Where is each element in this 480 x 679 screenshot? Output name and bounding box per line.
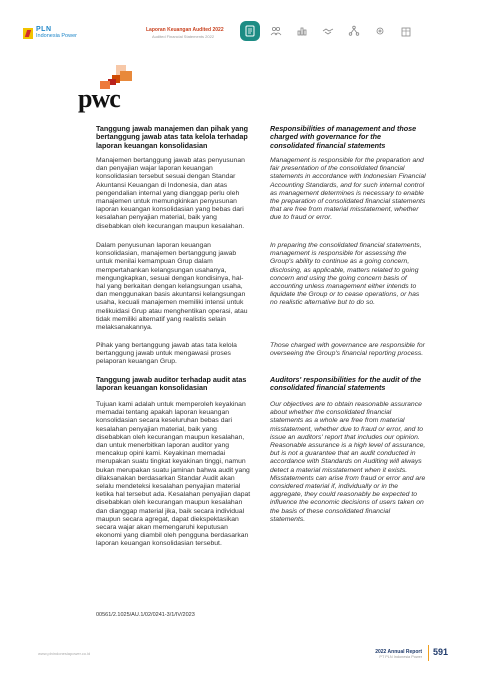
section-2-heading-id: Tanggung jawab auditor terhadap audit atas laporan keuangan konsolidasian bbox=[96, 375, 247, 393]
gear-icon[interactable] bbox=[370, 21, 390, 41]
paragraph-governance-en: Those charged with governance are responsible for overseeing the Group's financial reporting process. bbox=[270, 342, 425, 358]
paragraph-management-responsibility-id: Manajemen bertanggung jawab atas penyusunan dan penyajian wajar laporan keuangan konsolidasian tersebut sesuai dengan Standar Akuntansi Keuangan di Indonesia, dan atas pengendalian internal yang dianggap perlu oleh manajemen untuk memungkinkan penyusunan laporan keuangan konsolidasian yang bebas dari kesalahan penyajian material, baik yang disebabkan oleh kecurangan maupun kesalahan. bbox=[96, 157, 245, 230]
footer-divider bbox=[428, 645, 429, 661]
report-subtitle: Audited Financial Statements 2022 bbox=[152, 34, 215, 39]
pln-logo-icon bbox=[23, 28, 33, 39]
building-icon[interactable] bbox=[396, 21, 416, 41]
section-2-heading-en: Auditors' responsibilities for the audit of the consolidated financial statements bbox=[270, 375, 422, 393]
section-1-heading-en: Responsibilities of management and those charged with governance for the consolidated financial statements bbox=[270, 124, 417, 150]
pwc-block-orange bbox=[120, 71, 132, 81]
page-number: 591 bbox=[433, 647, 449, 657]
company-name: PLN bbox=[36, 26, 52, 33]
chart-icon[interactable] bbox=[292, 21, 312, 41]
document-list-icon[interactable] bbox=[240, 21, 260, 41]
paragraph-management-responsibility-en: Management is responsible for the preparation and fair presentation of the consolidated financial statements in accordance with Indonesian Financial Accounting Standards, and for such internal control as management determines is necessary to enable the preparation of consolidated financial statements that are free from material misstatement, whether due to fraud or error. bbox=[270, 157, 426, 222]
section-1-heading-id: Tanggung jawab manajemen dan pihak yang bertanggung jawab atas tata kelola terhadap laporan keuangan konsolidasian bbox=[96, 124, 249, 150]
document-reference: 00561/2.1025/AU.1/02/0241-3/1/IV/2023 bbox=[96, 612, 195, 618]
paragraph-auditor-objectives-id: Tujuan kami adalah untuk memperoleh keyakinan memadai tentang apakah laporan keuangan konsolidasian secara keseluruhan bebas dari kesalahan penyajian material, baik yang disebabkan oleh kecurangan maupun kesalahan, dan untuk menerbitkan laporan auditor yang mencakup opini kami. Keyakinan memadai merupakan suatu tingkat keyakinan tinggi, namun bukan merupakan suatu jaminan bahwa audit yang dilaksanakan berdasarkan Standar Audit akan selalu mendeteksi kesalahan penyajian material ketika hal tersebut ada. Kesalahan penyajian dapat disebabkan oleh kecurangan maupun kesalahan dan dianggap material jika, baik secara individual maupun secara agregat, dapat diekspektasikan secara wajar akan memengaruhi keputusan ekonomi yang diambil oleh pengguna berdasarkan laporan keuangan konsolidasian tersebut. bbox=[96, 401, 251, 548]
report-title: Laporan Keuangan Audited 2022 bbox=[146, 27, 224, 33]
footer-company: PT PLN Indonesia Power bbox=[379, 655, 422, 659]
pwc-logo-text: pwc bbox=[78, 84, 120, 113]
paragraph-auditor-objectives-en: Our objectives are to obtain reasonable assurance about whether the consolidated financial statements as a whole are free from material misstatement, whether due to fraud or error, and to issue an auditors' report that includes our opinion. Reasonable assurance is a high level of assurance, but is not a guarantee that an audit conducted in accordance with Standards on Auditing will always detect a material misstatement when it exists. Misstatements can arise from fraud or error and are considered material if, individually or in the aggregate, they could reasonably be expected to influence the economic decisions of users taken on the basis of these consolidated financial statements. bbox=[270, 401, 426, 523]
footer-url[interactable]: www.plnindonesiapower.co.id bbox=[38, 651, 91, 656]
paragraph-going-concern-id: Dalam penyusunan laporan keuangan konsolidasian, manajemen bertanggung jawab untuk menilai kemampuan Grup dalam mempertahankan kelangsungan usahanya, mengungkapkan, sesuai dengan kondisinya, hal-hal yang berkaitan dengan kelangsungan usaha, dan menggunakan basis akuntansi kelangsungan usaha, kecuali manajemen memiliki intensi untuk melikuidasi Grup atau menghentikan operasi, atau tidak memiliki alternatif yang realistis selain melaksanakannya. bbox=[96, 242, 248, 332]
handshake-icon[interactable] bbox=[318, 21, 338, 41]
report-header bbox=[0, 0, 480, 40]
section-nav bbox=[240, 20, 422, 42]
people-icon[interactable] bbox=[266, 21, 286, 41]
footer-annual-report: 2022 Annual Report bbox=[375, 649, 422, 655]
network-icon[interactable] bbox=[344, 21, 364, 41]
paragraph-going-concern-en: In preparing the consolidated financial statements, management is responsible for assessing the Group's ability to continue as a going concern, disclosing, as applicable, matters related to going concern and using the going concern basis of accounting unless management either intends to liquidate the Group or to cease operations, or has no realistic alternative but to do so. bbox=[270, 242, 422, 307]
company-subname: Indonesia Power bbox=[36, 33, 77, 39]
paragraph-governance-id: Pihak yang bertanggung jawab atas tata kelola bertanggung jawab untuk mengawasi proses pelaporan keuangan Grup. bbox=[96, 342, 237, 366]
